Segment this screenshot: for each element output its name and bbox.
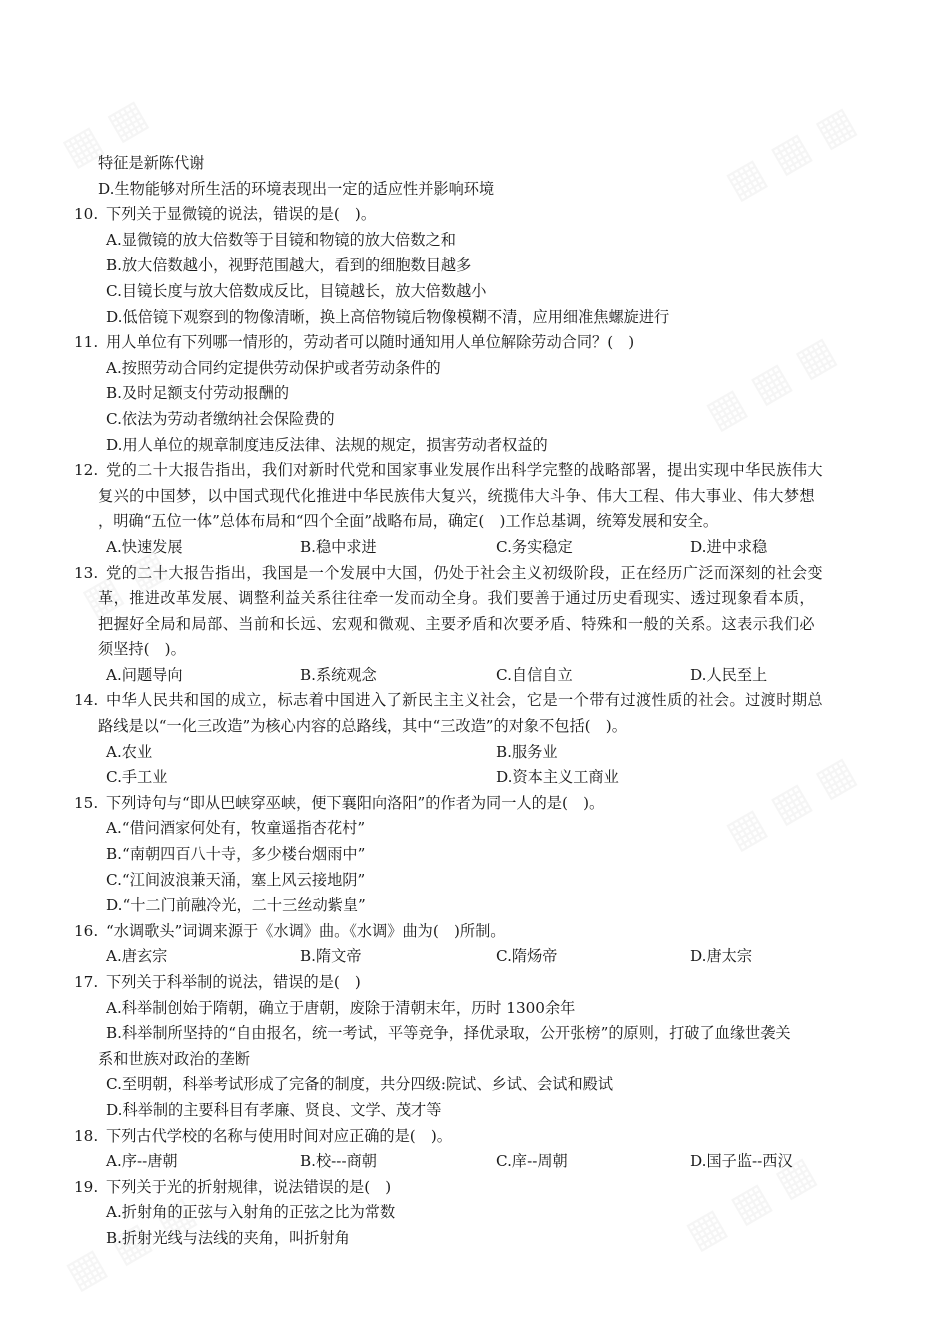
question-line: [0, 791, 950, 817]
answer-option: B.稳中求进: [300, 537, 377, 556]
question-text: 下列诗句与“即从巴峡穿巫峡，便下襄阳向洛阳”的作者为同一人的是( )。: [106, 793, 605, 812]
answer-option: A.序--唐朝: [106, 1152, 178, 1171]
answer-option: C.至明朝，科举考试形成了完备的制度，共分四级:院试、乡试、会试和殿试: [106, 1075, 614, 1094]
question-text: 中华人民共和国的成立，标志着中国进入了新民主主义社会，它是一个带有过渡性质的社会。过渡时期总: [106, 691, 824, 710]
option-row: [0, 1149, 950, 1175]
question-number: 13.: [74, 563, 99, 582]
answer-option: A.快速发展: [106, 537, 183, 556]
answer-option: D.国子监--西汉: [690, 1152, 793, 1171]
question-number: 16.: [74, 921, 99, 940]
answer-option: B.系统观念: [300, 665, 377, 684]
answer-option: A.折射角的正弦与入射角的正弦之比为常数: [106, 1203, 396, 1222]
question-number: 19.: [74, 1177, 99, 1196]
answer-option: C.手工业: [106, 768, 168, 787]
answer-option: D.科举制的主要科目有孝廉、贤良、文学、茂才等: [106, 1100, 442, 1119]
continuation-line: ，明确“五位一体”总体布局和“四个全面”战略布局，确定( )工作总基调，统筹发展和安全。: [98, 512, 719, 531]
answer-option: B.服务业: [496, 742, 558, 761]
answer-option: A.显微镜的放大倍数等于目镜和物镜的放大倍数之和: [106, 230, 456, 249]
answer-option: C.目镜长度与放大倍数成反比，目镜越长，放大倍数越小: [106, 281, 487, 300]
answer-option: B.“南朝四百八十寺，多少楼台烟雨中”: [106, 845, 366, 864]
option-row: [0, 740, 950, 766]
question-number: 11.: [74, 333, 99, 352]
answer-option: A.“借问酒家何处有，牧童遥指杏花村”: [106, 819, 366, 838]
question-line: [0, 688, 950, 714]
option-row: [0, 944, 950, 970]
continuation-line: 复兴的中国梦，以中国式现代化推进中华民族伟大复兴，统揽伟大斗争、伟大工程、伟大事业、伟大梦想: [98, 486, 816, 505]
option-row: [0, 765, 950, 791]
answer-option: A.唐玄宗: [106, 947, 168, 966]
continuation-line: 路线是以“一化三改造”为核心内容的总路线，其中“三改造”的对象不包括( )。: [98, 717, 627, 736]
answer-option: C.依法为劳动者缴纳社会保险费的: [106, 409, 335, 428]
question-line: [0, 919, 950, 945]
answer-option: D.用人单位的规章制度违反法律、法规的规定，损害劳动者权益的: [106, 435, 548, 454]
question-line: [0, 202, 950, 228]
continuation-line: 把握好全局和局部、当前和长远、宏观和微观、主要矛盾和次要矛盾、特殊和一般的关系。这表示我们必: [98, 614, 816, 633]
answer-option: C.“江间波浪兼天涌，塞上风云接地阴”: [106, 870, 366, 889]
continuation-line: 系和世族对政治的垄断: [98, 1049, 250, 1068]
continuation-line: 须坚持( )。: [98, 640, 186, 659]
option-row: [0, 663, 950, 689]
question-number: 14.: [74, 691, 99, 710]
question-number: 15.: [74, 793, 99, 812]
answer-option: D.唐太宗: [690, 947, 753, 966]
question-number: 17.: [74, 973, 99, 991]
answer-option: B.折射光线与法线的夹角，叫折射角: [106, 1228, 350, 1247]
question-text: 党的二十大报告指出，我们对新时代党和国家事业发展作出科学完整的战略部署，提出实现中华民族伟大: [106, 461, 824, 480]
answer-option: C.隋炀帝: [496, 947, 558, 966]
answer-option: D.低倍镜下观察到的物像清晰，换上高倍物镜后物像模糊不清，应用细准焦螺旋进行: [106, 307, 670, 326]
question-line: [0, 1175, 950, 1201]
answer-option: D.人民至上: [690, 665, 768, 684]
answer-option: D.资本主义工商业: [496, 768, 619, 787]
answer-option: A.科举制创始于隋朝，确立于唐朝，废除于清朝末年，历时 1300余年: [106, 998, 576, 1017]
question-text: 下列关于显微镜的说法，错误的是( )。: [106, 205, 377, 224]
answer-option: C.务实稳定: [496, 537, 573, 556]
answer-option: B.及时足额支付劳动报酬的: [106, 384, 290, 403]
continuation-line: 特征是新陈代谢: [98, 154, 205, 172]
question-number: 18.: [74, 1126, 99, 1145]
answer-option: B.隋文帝: [300, 947, 362, 966]
answer-option: A.问题导向: [106, 665, 183, 684]
exam-page-body: [0, 151, 950, 1252]
question-line: [0, 1124, 950, 1150]
question-line: [0, 970, 950, 996]
question-number: 12.: [74, 461, 99, 480]
continuation-line: D.生物能够对所生活的环境表现出一定的适应性并影响环境: [98, 179, 495, 198]
answer-option: D.“十二门前融冷光，二十三丝动紫皇”: [106, 896, 366, 915]
question-text: 党的二十大报告指出，我国是一个发展中大国，仍处于社会主义初级阶段，正在经历广泛而深刻的社会变: [106, 563, 824, 582]
continuation-line: 革，推进改革发展、调整利益关系往往牵一发而动全身。我们要善于通过历史看现实、透过现象看本质，: [98, 589, 816, 608]
answer-option: C.自信自立: [496, 665, 573, 684]
question-text: “水调歌头”词调来源于《水调》曲。《水调》曲为( )所制。: [106, 921, 506, 940]
answer-option: B.科举制所坚持的“自由报名，统一考试，平等竞争，择优录取，公开张榜”的原则，打破了血缘世袭关: [106, 1024, 791, 1043]
question-text: 下列古代学校的名称与使用时间对应正确的是( )。: [106, 1126, 452, 1145]
answer-option: B.放大倍数越小，视野范围越大，看到的细胞数目越多: [106, 256, 472, 275]
option-row: [0, 535, 950, 561]
answer-option: B.校---商朝: [300, 1152, 377, 1171]
question-text: 下列关于光的折射规律，说法错误的是( ): [106, 1177, 392, 1196]
question-line: [0, 458, 950, 484]
answer-option: A.农业: [106, 742, 153, 761]
answer-option: D.进中求稳: [690, 537, 768, 556]
answer-option: A.按照劳动合同约定提供劳动保护或者劳动条件的: [106, 358, 441, 377]
question-number: 10.: [74, 205, 99, 224]
question-text: 用人单位有下列哪一情形的，劳动者可以随时通知用人单位解除劳动合同？( ): [106, 333, 635, 352]
question-text: 下列关于科举制的说法，错误的是( ): [106, 973, 361, 991]
question-line: [0, 561, 950, 587]
answer-option: C.庠--周朝: [496, 1152, 568, 1171]
question-line: [0, 330, 950, 356]
